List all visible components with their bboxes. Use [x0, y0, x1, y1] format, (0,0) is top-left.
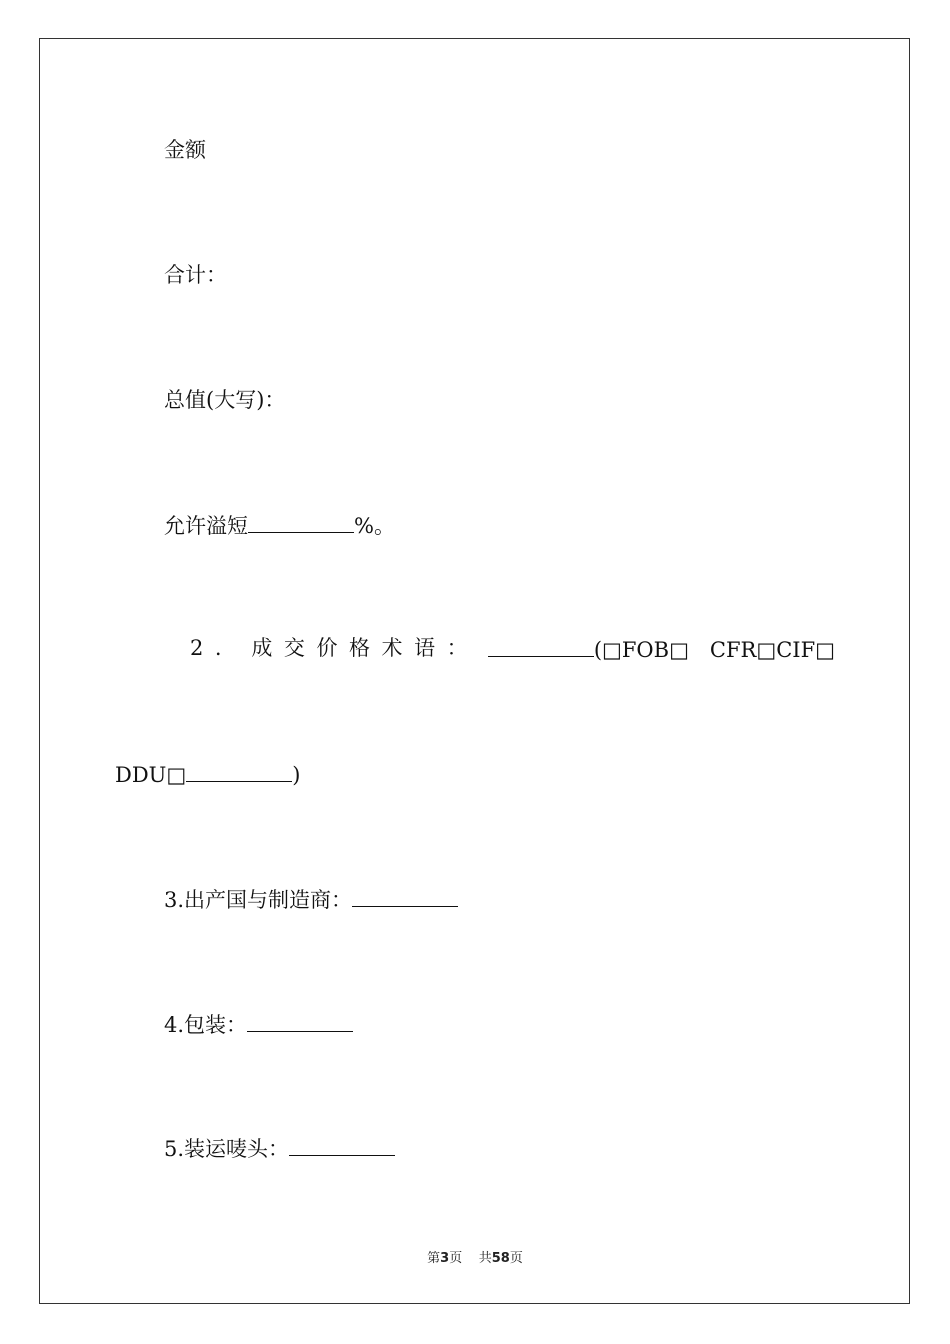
page-footer: [0, 1247, 950, 1266]
trade-terms-options: [488, 634, 835, 664]
shipping-marks-line: [164, 1133, 395, 1163]
amount-label: 金额: [164, 138, 206, 162]
packing-label: 4.包装：: [164, 1013, 248, 1037]
total-prefix: 共: [478, 1251, 492, 1266]
other-terms-blank[interactable]: [186, 759, 292, 782]
ddu-option: DDU□: [115, 763, 187, 787]
trade-terms-line: [190, 634, 835, 664]
trade-terms-blank[interactable]: [488, 634, 594, 657]
trade-terms-label: 2. 成交价格术语：: [190, 636, 480, 660]
packing-blank[interactable]: [247, 1009, 353, 1032]
terms-close-paren: ): [292, 763, 301, 787]
tolerance-line: [164, 510, 395, 540]
page-suffix: 页: [449, 1251, 463, 1266]
shipping-marks-label: 5.装运唛头：: [164, 1137, 290, 1161]
trade-terms-options-text: (□FOB□ CFR□CIF□: [593, 638, 835, 662]
tolerance-blank[interactable]: [248, 510, 354, 533]
page-number: 3: [440, 1251, 450, 1266]
origin-label: 3.出产国与制造商：: [164, 888, 353, 912]
page-prefix: 第: [427, 1251, 441, 1266]
packing-line: [164, 1009, 353, 1039]
total-pages: 58: [491, 1251, 510, 1266]
trade-terms-continuation: [115, 759, 300, 789]
total-value-label: 总值(大写)：: [164, 388, 286, 412]
tolerance-prefix: 允许溢短: [164, 514, 248, 538]
total-label: 合计：: [164, 263, 227, 287]
shipping-marks-blank[interactable]: [289, 1133, 395, 1156]
origin-line: [164, 884, 458, 914]
tolerance-suffix: %。: [354, 514, 395, 538]
total-suffix: 页: [509, 1251, 523, 1266]
origin-blank[interactable]: [352, 884, 458, 907]
page-frame: [39, 38, 910, 1304]
